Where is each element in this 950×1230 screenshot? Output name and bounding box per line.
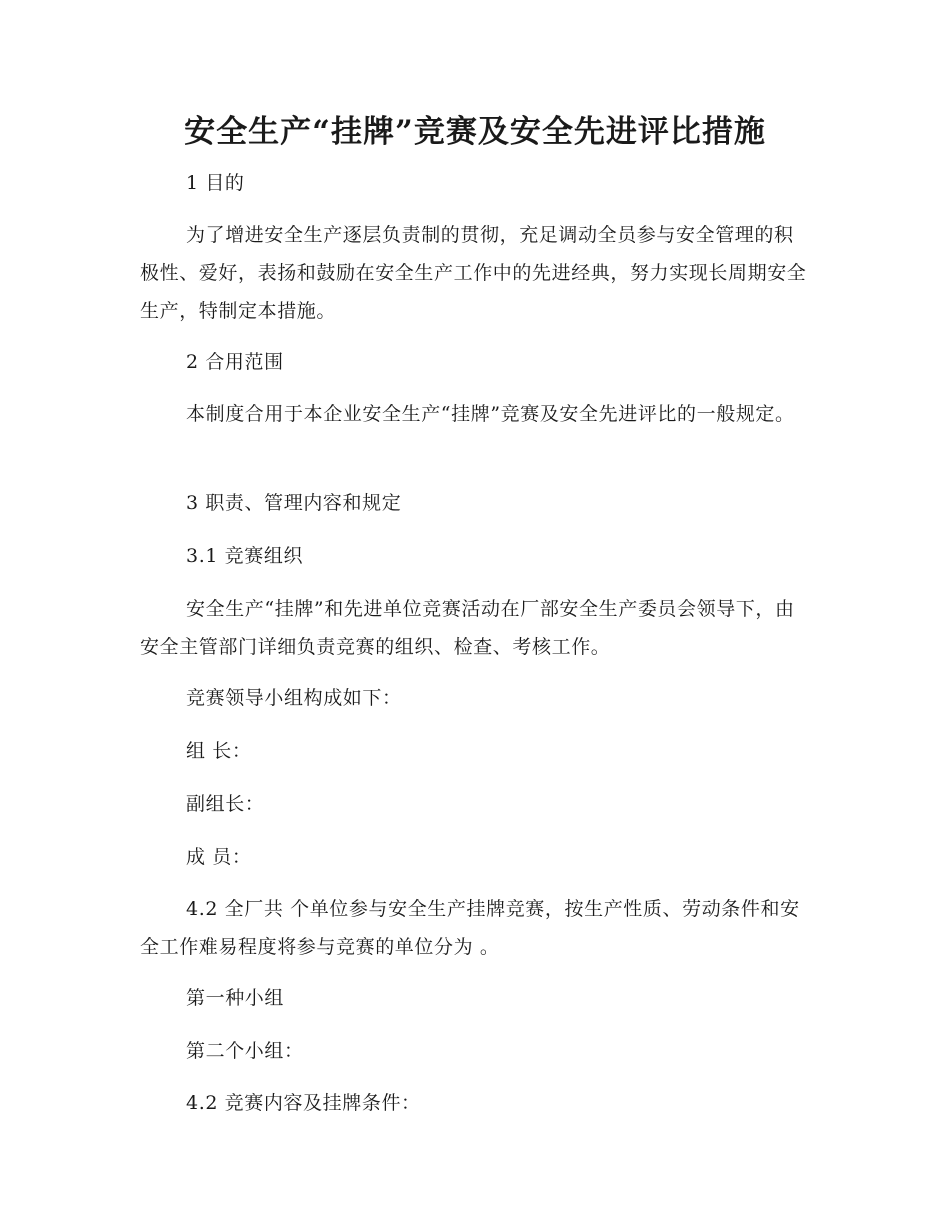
document-title: 安全生产“挂牌”竞赛及安全先进评比措施 (184, 114, 766, 150)
line-group-leader: 组 长： (186, 740, 252, 762)
line-first-group: 第一种小组 (186, 987, 285, 1009)
paragraph-purpose: 为了增进安全生产逐层负责制的贯彻，充足调动全员参与安全管理的积极性、爱好，表扬和鼓励在安全生产工作中的先进经典，努力实现长周期安全生产，特制定本措施。 (140, 224, 807, 322)
line-members: 成 员： (186, 846, 252, 868)
line-deputy-leader: 副组长： (186, 793, 265, 815)
paragraph-scope: 本制度合用于本企业安全生产“挂牌”竞赛及安全先进评比的一般规定。 (186, 403, 795, 425)
section-heading-duties: 3 职责、管理内容和规定 (186, 492, 402, 514)
line-second-group: 第二个小组： (186, 1040, 304, 1062)
paragraph-leadership-group: 竞赛领导小组构成如下： (186, 687, 402, 709)
section-heading-purpose: 1 目的 (186, 172, 245, 194)
section-heading-scope: 2 合用范围 (186, 351, 284, 373)
paragraph-participating-units: 4.2 全厂共 个单位参与安全生产挂牌竞赛，按生产性质、劳动条件和安全工作难易程度将参与竞赛的单位分为 。 (140, 898, 800, 958)
subsection-heading-organization: 3.1 竞赛组织 (186, 545, 304, 567)
paragraph-organization: 安全生产“挂牌”和先进单位竞赛活动在厂部安全生产委员会领导下，由安全主管部门详细负责竞赛的组织、检查、考核工作。 (140, 598, 795, 658)
subsection-heading-contents: 4.2 竞赛内容及挂牌条件： (186, 1092, 421, 1114)
